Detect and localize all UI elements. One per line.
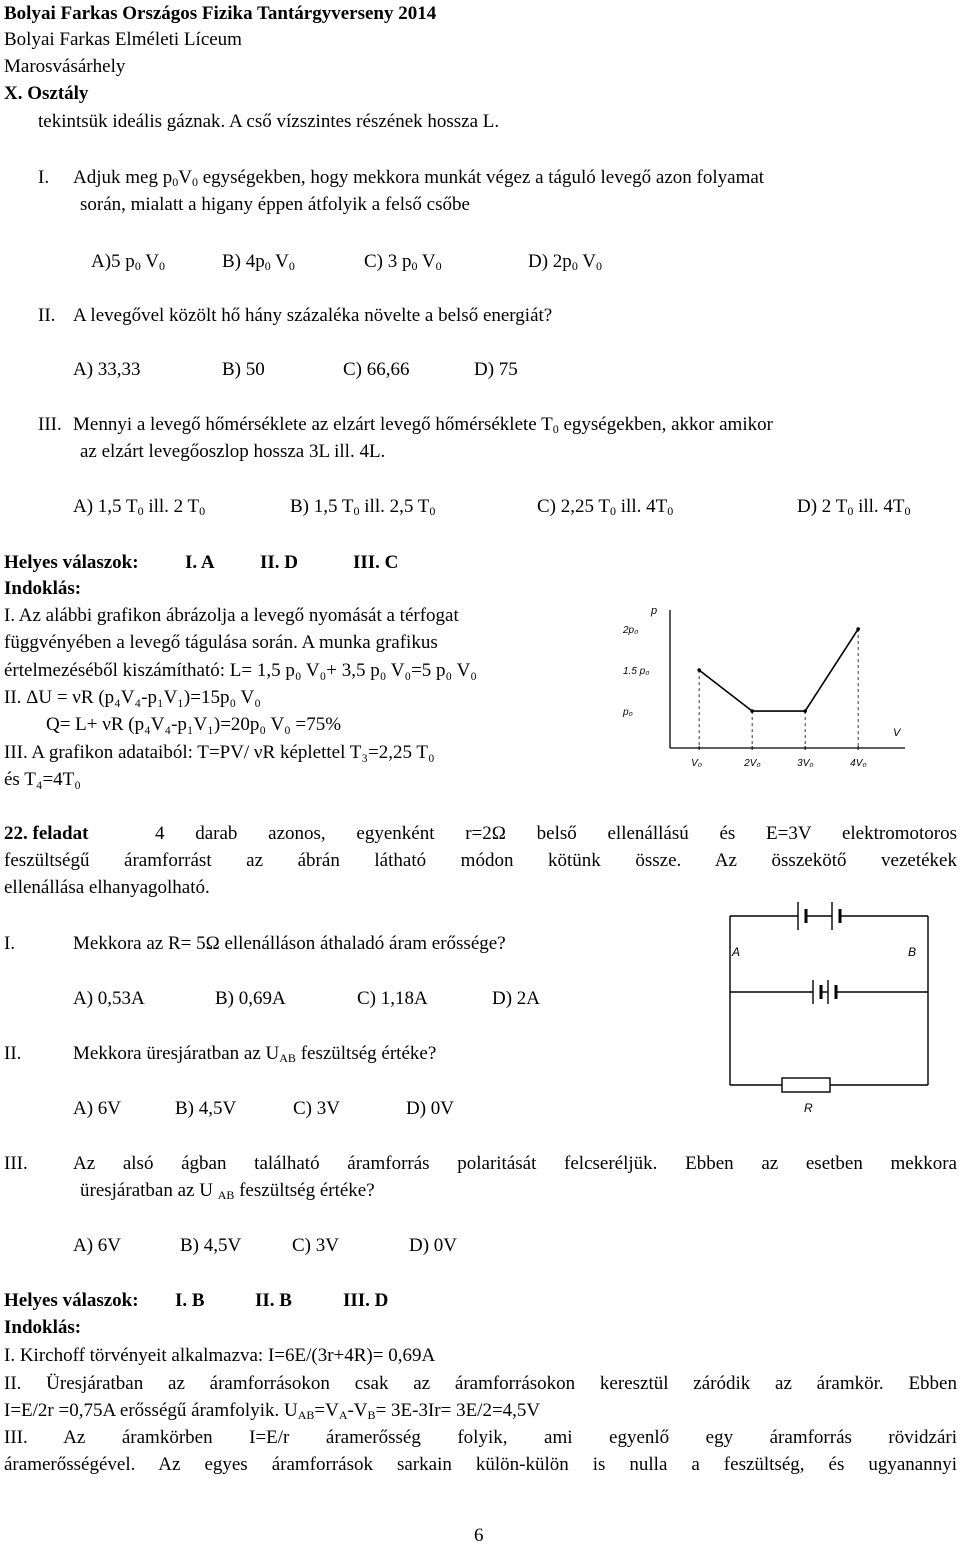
q21-iii-option-d: D) 2 $T_0$ ill. $4T_0$ xyxy=(797,496,911,518)
q21-iii-num: III. xyxy=(38,414,62,435)
pv-graph xyxy=(615,598,925,773)
q21-i-text: Adjuk meg $p_0V_0$ egységekben, hogy mekkora munkát végez a táguló levegő azon folyamat xyxy=(73,167,765,189)
battery-middle xyxy=(813,980,836,1004)
q22-iii-option-b: B) 4,5V xyxy=(180,1235,242,1256)
q22-ii-option-b: B) 4,5V xyxy=(175,1098,237,1119)
circuit-diagram xyxy=(700,880,950,1120)
q22-ii-option-c: C) 3V xyxy=(293,1098,340,1119)
q22-exp-1: I. Kirchoff törvényeit alkalmazva: I=6E/(3r+4R)= 0,69A xyxy=(4,1345,436,1366)
header-class: X. Osztály xyxy=(4,83,89,104)
q22-i-num: I. xyxy=(4,933,16,954)
q22-answers-label: Helyes válaszok: xyxy=(4,1290,139,1311)
x-tick-label: 3V₀ xyxy=(797,758,814,769)
q21-i-option-d: D) $2p_0$ $V_0$ xyxy=(528,251,602,273)
q21-exp-1: I. Az alábbi grafikon ábrázolja a levegő nyomását a térfogat xyxy=(4,605,459,626)
q22-exp-4: III. Az áramkörben I=E/r áramerősség folyik, ami egyenlő egy áramforrás rövidzári xyxy=(4,1427,957,1448)
q21-ii-option-a: A) 33,33 xyxy=(73,359,141,380)
q22-exp-2: II. Üresjáratban az áramforrásokon csak az áramforrásokon keresztül záródik az áramkör. Ebben xyxy=(4,1373,957,1394)
q22-exp-5: áramerősségével. Az egyes áramforrások sarkain külön-külön is nulla a feszültség, és ugyanannyi xyxy=(4,1454,957,1475)
pv-process-line xyxy=(699,629,858,711)
q22-answer-1: I. B xyxy=(175,1290,205,1311)
pv-point xyxy=(697,668,701,672)
q21-i-text-2: során, mialatt a higany éppen átfolyik a felső csőbe xyxy=(80,194,470,215)
q21-answer-1: I. A xyxy=(185,552,215,573)
q21-indoklas: Indoklás: xyxy=(4,578,82,599)
q22-iii-option-c: C) 3V xyxy=(292,1235,339,1256)
pv-point xyxy=(750,709,754,713)
resistor-label: R xyxy=(804,1101,813,1115)
q21-i-option-c: C) 3 $p_0$ $V_0$ xyxy=(364,251,442,273)
header-title: Bolyai Farkas Országos Fizika Tantárgyverseny 2014 xyxy=(4,3,437,24)
q21-iii-text: Mennyi a levegő hőmérséklete az elzárt levegő hőmérséklete $T_0$ egységekben, akkor amikor xyxy=(73,414,773,436)
q22-exp-3: I=E/2r =0,75A erősségű áramfolyik. $U_{AB}=V_A-V_B= 3E-3Ir= 3E/2=4,5V$ xyxy=(4,1400,541,1422)
q21-ii-option-c: C) 66,66 xyxy=(343,359,410,380)
q22-i-option-d: D) 2A xyxy=(492,988,541,1009)
q22-i-option-a: A) 0,53A xyxy=(73,988,145,1009)
q21-exp-6: III. A grafikon adataiból: T=PV/ νR képlettel T₃=2,25 T₀ xyxy=(4,742,435,763)
q21-exp-3: értelmezéséből kiszámítható: L= 1,5 p₀ V₀+ 3,5 p₀ V₀=5 p₀ V₀ xyxy=(4,660,477,681)
q22-iii-option-d: D) 0V xyxy=(409,1235,458,1256)
q22-answer-3: III. D xyxy=(343,1290,389,1311)
intro-line: tekintsük ideális gáznak. A cső vízszintes részének hossza L. xyxy=(38,111,500,132)
q21-iii-option-a: A) 1,5 $T_0$ ill. 2 $T_0$ xyxy=(73,496,206,518)
q22-ii-text: Mekkora üresjáratban az $U_{AB}$ feszültség értéke? xyxy=(73,1043,437,1065)
q21-exp-7: és T₄=4T₀ xyxy=(4,769,81,790)
q21-exp-2: függvényében a levegő tágulása során. A munka grafikus xyxy=(4,632,438,653)
x-tick-label: 2V₀ xyxy=(744,758,761,769)
q22-ii-option-a: A) 6V xyxy=(73,1098,122,1119)
pv-point xyxy=(856,627,860,631)
y-axis-label: p xyxy=(651,605,658,617)
q21-iii-option-b: B) 1,5 $T_0$ ill. 2,5 $T_0$ xyxy=(290,496,436,518)
q22-iii-num: III. xyxy=(4,1153,28,1174)
q21-ii-num: II. xyxy=(38,305,56,326)
q21-answers-label: Helyes válaszok: xyxy=(4,552,139,573)
q22-iii-option-a: A) 6V xyxy=(73,1235,122,1256)
q21-answer-2: II. D xyxy=(260,552,299,573)
q21-ii-option-b: B) 50 xyxy=(222,359,265,380)
q22-line-2: feszültségű áramforrást az ábrán látható módon kötünk össze. Az összekötő vezetékek xyxy=(4,850,957,871)
q22-ii-option-d: D) 0V xyxy=(406,1098,455,1119)
battery-top xyxy=(798,902,840,930)
q22-ii-num: II. xyxy=(4,1043,22,1064)
page-number: 6 xyxy=(474,1525,484,1546)
q21-exp-5: Q= L+ νR (p₄V₄-p₁V₁)=20p₀ V₀ =75% xyxy=(46,714,342,735)
q22-i-option-b: B) 0,69A xyxy=(215,988,286,1009)
q21-i-option-b: B) $4p_0$ $V_0$ xyxy=(222,251,295,273)
q21-answer-3: III. C xyxy=(353,552,399,573)
resistor-r xyxy=(782,1078,830,1092)
q22-line-3: ellenállása elhanyagolható. xyxy=(4,877,210,898)
x-axis-label: V xyxy=(893,727,901,739)
pv-point xyxy=(803,709,807,713)
x-tick-label: 4V₀ xyxy=(850,758,867,769)
y-tick-label: 1.5 p₀ xyxy=(623,666,650,678)
q21-ii-option-d: D) 75 xyxy=(474,359,518,380)
node-b-label: B xyxy=(908,945,917,959)
q22-iii-text-2: üresjáratban az U $_{AB}$ feszültség értéke? xyxy=(80,1180,375,1202)
header-city: Marosvásárhely xyxy=(4,56,126,77)
q21-iii-text-2: az elzárt levegőoszlop hossza 3L ill. 4L. xyxy=(80,441,386,462)
y-tick-label: 2p₀ xyxy=(623,625,639,637)
q21-ii-text: A levegővel közölt hő hány százaléka növelte a belső energiát? xyxy=(73,305,553,326)
q22-i-option-c: C) 1,18A xyxy=(357,988,428,1009)
q21-i-num: I. xyxy=(38,167,50,188)
q21-iii-option-c: C) 2,25 $T_0$ ill. $4T_0$ xyxy=(537,496,674,518)
q22-title: 22. feladat xyxy=(4,823,89,844)
q21-exp-4: II. ΔU = νR (p₄V₄-p₁V₁)=15p₀ V₀ xyxy=(4,687,261,708)
q22-i-text: Mekkora az R= 5Ω ellenálláson áthaladó áram erőssége? xyxy=(73,933,506,954)
x-tick-label: V₀ xyxy=(691,758,703,769)
q22-iii-text: Az alsó ágban található áramforrás polaritását felcseréljük. Ebben az esetben mekkora xyxy=(73,1153,957,1174)
q22-line-1: 4 darab azonos, egyenként r=2Ω belső ellenállású és E=3V elektromotoros xyxy=(155,823,957,844)
q22-answer-2: II. B xyxy=(255,1290,292,1311)
node-a-label: A xyxy=(732,945,741,959)
y-tick-label: p₀ xyxy=(623,707,633,719)
header-school: Bolyai Farkas Elméleti Líceum xyxy=(4,29,242,50)
q22-indoklas: Indoklás: xyxy=(4,1317,82,1338)
q21-i-option-a: A)5 $p_0$ $V_0$ xyxy=(91,251,165,273)
